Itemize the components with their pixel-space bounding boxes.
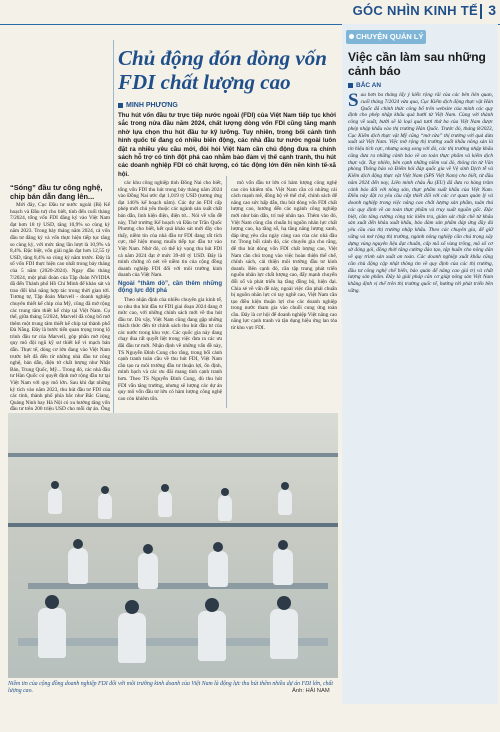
article-column-3 bbox=[231, 180, 337, 410]
tag-dot-icon bbox=[349, 34, 354, 39]
photo-worker bbox=[138, 553, 158, 589]
photo-worker-head bbox=[101, 486, 109, 494]
byline-square-icon bbox=[348, 83, 353, 88]
photo-worker-head bbox=[213, 542, 223, 552]
sidebar-byline bbox=[348, 82, 381, 89]
sidebar-text: au hơn ba tháng lấy ý kiến rộng rãi của các bên liên quan, cuối tháng 7/2024 vừa qua, Cục Kiểm dịch động thực vật Hàn Quốc đã chính thức công bố trên website của mình các quy định cho phép nhập khẩu quả bưởi từ Việt Nam. Cùng với thành công về xuất, bưởi sẽ là loại quả tươi thứ ba của Việt Nam được phép nhập khẩu vào thị trường Hàn Quốc. Trước đó, tháng 8/2023, Cục Kiểm dịch thực vật Mỹ cũng “mở cửa” thị trường với quả dừa xuất xứ Việt Nam. Việc mở rộng thị trường xuất khẩu nông sản là tín hiệu tích cực, nhưng song song với đó, các thị trường nhập khẩu cũng đưa ra những cảnh báo về an toàn thực phẩm và kiểm dịch thực vật. Tuy nhiên, bên cạnh những niềm vui đó, thông tin từ Văn phòng Thông báo và Điểm hỏi đáp quốc gia về Vệ sinh Dịch tễ và Kiểm dịch động thực vật Việt Nam (SPS Việt Nam) cho biết, từ đầu năm 2024 đến nay, Liên minh châu Âu (EU) đã đưa ra hàng trăm cảnh báo đối với nông sản, thực phẩm xuất khẩu của Việt Nam. Điều này đặt ra yêu cầu cấp thiết đối với các cơ quan quản lý và doanh nghiệp trong việc nâng cao chất lượng sản phẩm, tuân thủ các quy định về an toàn thực phẩm và truy xuất nguồn gốc. Đặc biệt, cần tăng cường công tác kiểm tra, giám sát chặt chẽ từ khâu sản xuất đến khâu xuất khẩu, bảo đảm sản phẩm đáp ứng đầy đủ yêu cầu của thị trường nhập khẩu. Theo các chuyên gia, để giữ vững và mở rộng thị trường, ngành nông nghiệp cần chú trọng xây dựng vùng nguyên liệu đạt chuẩn, cấp mã số vùng trồng, mã số cơ sở đóng gói, đồng thời tăng cường đào tạo, tập huấn cho nông dân về quy trình sản xuất an toàn. Các doanh nghiệp xuất khẩu cũng cần chủ động cập nhật thông tin về quy định của các thị trường, đầu tư công nghệ chế biến, bảo quản để nâng cao giá trị và chất lượng sản phẩm. Đây là giải pháp căn cơ giúp nông sản Việt Nam khẳng định vị thế trên thị trường quốc tế, hướng tới phát triển bền vững. bbox=[348, 92, 493, 294]
photo-worker-head bbox=[125, 600, 139, 614]
column-divider bbox=[226, 176, 227, 408]
sidebar-tag bbox=[346, 30, 426, 44]
article-paragraph: Mới đây, Cục Đầu tư nước ngoài (Bộ Kế hoạch và Đầu tư) cho biết, tính đến cuối tháng 7/2024, tổng vốn FDI đăng ký vào Việt Nam đạt hơn 18 tỷ USD, tăng 10,9% so cùng kỳ năm 2023. Trong bảy tháng năm 2024, cả vốn đầu tư đăng ký và vốn thực hiện tiếp tục tăng so cùng kỳ, với mức tăng lần lượt là 10,9% và 8,4%. Đặc biệt, vốn giải ngân đạt hơn 12,55 tỷ USD, tăng 8,4% so cùng kỳ năm trước. Đây là số vốn FDI thực hiện cao nhất trong bảy tháng của 5 năm (2020-2024). Ngay đầu tháng 7/2024, một phái đoàn của Tập đoàn NVIDIA đã đến Thành phố Hồ Chí Minh để khảo sát và trao đổi khả năng hợp tác trong thời gian tới. Tương tự, Tập đoàn Marvell - doanh nghiệp chuyên thiết kế chip của Mỹ, cũng đã mở rộng các trung tâm thiết kế chip tại Việt Nam. Cụ thể, giữa tháng 5/2024, Marvell đã công bố mở thêm một trung tâm thiết kế chip tại thành phố Đà Nẵng. Đây là bước tiến quan trọng trong lộ trình đầu tư của Marvell, góp phần mở rộng quy mô đội ngũ kỹ sư thiết kế vi mạch bán dẫn. Thực tế, dòng cơ lớn đang vào Việt Nam trước hết đã đến từ những nhà đầu tư công nghệ, bán dẫn, điện tử chất lượng như Nhật Bản, Trung Quốc, Mỹ... Trong đó, các nhà đầu tư Hàn Quốc có quyết định mở rộng đầu tư tại Việt Nam với quy mô lớn. Sau khi đạt những kỳ tích vào năm 2023, thu hút đầu tư FDI của các tỉnh, thành phố phía bắc như Bắc Giang, Quảng Ninh hay Hà Nội có xu hướng tăng vốn đầu tư trên 200 triệu USD cho mỗi dự án. Ông bbox=[10, 202, 110, 413]
photo-worker bbox=[158, 491, 172, 517]
sidebar-tag-label: CHUYỆN QUẢN LÝ bbox=[356, 32, 424, 41]
byline-square-icon bbox=[118, 103, 123, 108]
sidebar-body bbox=[348, 92, 493, 692]
photo-caption: Niềm tin của cộng đồng doanh nghiệp FDI đối với môi trường kinh doanh của Việt Nam là động lực thu hút thêm nhiều dự án FDI lớn, chất lượng cao. bbox=[8, 681, 334, 695]
photo-worker bbox=[48, 488, 62, 514]
article-paragraph: Theo nhận định của nhiều chuyên gia kinh tế, so nhu thu hút đầu tư FDI giai đoạn 2024 đang ở mức cao, với những chính sách mới về thu hút đầu tư. Dù vậy, Việt Nam cũng đang gặp những thách thức đến từ chính sách thu hút đầu tư của các nước trong khu vực. Các quốc gia này đang chạy đua rất quyết liệt trong việc đưa ra các ưu đãi đầu tư mới. Nhận định về những vấn đề này, TS Nguyễn Đình Cung cho rằng, trong bối cảnh cạnh tranh toàn cầu về thu hút FDI, Việt Nam cần tạo ra môi trường đầu tư thuận lợi, ổn định, minh bạch và các ưu đãi mang tính cạnh tranh hơn. Theo TS Nguyễn Đình Cung, dù thu hút FDI vẫn tăng trưởng, nhưng sẽ lượng các dự án quy mô vốn đầu tư lớn có hàm lượng công nghệ cao còn khiêm tốn. bbox=[118, 296, 222, 402]
article-lead: Thu hút vốn đầu tư trực tiếp nước ngoài (FDI) của Việt Nam tiếp tục khởi sắc trong nửa đầu năm 2024, chất lượng dòng vốn FDI cũng tăng mạnh nhờ lựa chọn thu hút đầu tư kỹ lưỡng. Tuy nhiên, trong bối cảnh tình hình quốc tế đang có nhiều biến động, các nhà đầu tư nước ngoài luôn đặt ra nhiều yêu cầu mới, đòi hỏi Việt Nam cần chủ động đưa ra chính sách hỗ trợ có tính đột phá cao nhằm bảo đảm vị thế cạnh tranh, thu hút các doanh nghiệp FDI có chất lượng, có tác động lớn đến nền kinh tế-xã hội. bbox=[118, 112, 336, 178]
page-header bbox=[0, 0, 500, 25]
article-paragraph: các khu công nghiệp tỉnh Đồng Nai cho biết, tổng vốn FDI thu hút trong bảy tháng năm 2024 vào Đồng Nai ước đạt 1,019 tỷ USD (tương ứng đạt 146% kế hoạch năm). Các dự án FDI cấp phép mới chủ yếu thuộc các ngành sản xuất chất bán dẫn, linh kiện điện, điện tử... Nói về vấn đề này, Thứ trưởng Kế hoạch và Đầu tư Trần Quốc Phương cho biết, kết quả khảo sát mới đây cho thấy, niềm tin của nhà đầu tư FDI đang rất tích cực, thể hiện mong muốn tiếp tục đầu tư vào Việt Nam. Nhờ đó, có thể kỳ vọng thu hút FDI cả năm 2024 đạt ở mức 39-40 tỷ USD. Đây là minh chứng rõ nét về niềm tin của cộng đồng doanh nghiệp FDI đối với môi trường kinh doanh của Việt Nam. bbox=[118, 180, 222, 279]
article-byline bbox=[118, 102, 178, 109]
photo-shelf bbox=[8, 453, 338, 457]
photo-worker-head bbox=[51, 481, 59, 489]
photo-worker-head bbox=[278, 540, 288, 550]
article-subhead: “Sóng” đầu tư công nghệ, chip bán dẫn đang lên... bbox=[10, 183, 103, 201]
section-title: GÓC NHÌN KINH TẾ bbox=[352, 3, 478, 18]
photo-credit: Ảnh: HẢI NAM bbox=[292, 688, 330, 694]
photo-worker-head bbox=[281, 482, 289, 490]
photo-worker bbox=[208, 551, 228, 587]
page-number: 3 bbox=[488, 2, 496, 18]
photo-worker bbox=[38, 608, 66, 658]
photo-worker bbox=[198, 611, 226, 661]
sidebar-author: BẮC AN bbox=[356, 82, 382, 89]
photo-worker-head bbox=[205, 598, 219, 612]
header-divider bbox=[480, 4, 482, 19]
byline-author: MINH PHƯƠNG bbox=[126, 102, 178, 109]
article-paragraph: mô vốn đầu tư lớn có hàm lượng công nghệ cao còn khiêm tốn. Việt Nam cần có những cải cách mạnh mẽ, đồng bộ về thể chế, chính sách để nâng cao sức hấp dẫn, thu hút dòng vốn FDI chất lượng cao, hướng đến các ngành công nghiệp mới như bán dẫn, trí tuệ nhân tạo. Thêm vào đó, Việt Nam cũng cần chuẩn bị nguồn nhân lực chất lượng cao, hạ tầng số, hạ tầng năng lượng xanh, đáp ứng yêu cầu ngày càng cao của các nhà đầu tư. Trong bối cảnh đó, các chuyên gia cho rằng, để thu hút dòng vốn FDI chất lượng cao, Việt Nam cần chú trọng vào việc hoàn thiện thể chế, chính sách, cải thiện môi trường đầu tư kinh doanh. Bên cạnh đó, cần tập trung phát triển nguồn nhân lực chất lượng cao, đẩy mạnh chuyển đổi số và phát triển hạ tầng đồng bộ, hiện đại. Chia sẻ về vấn đề này, ngoài việc cần phải chuẩn bị nguồn nhân lực có tay nghề cao, Việt Nam cần tạo điều kiện thuận lợi cho các doanh nghiệp trong nước tham gia vào chuỗi cung ứng toàn cầu. Đây là cơ hội để doanh nghiệp Việt nâng cao năng lực cạnh tranh và tận dụng hiệu ứng lan tỏa từ khu vực FDI. bbox=[231, 180, 337, 332]
factory-photo bbox=[8, 413, 338, 678]
photo-worker bbox=[278, 489, 292, 515]
photo-shelf bbox=[8, 523, 338, 527]
photo-worker-head bbox=[161, 484, 169, 492]
article-title: Chủ động đón dòng vốn FDI chất lượng cao bbox=[118, 46, 327, 94]
photo-worker bbox=[98, 493, 112, 519]
article-subhead-2: Ngoài “thâm dò”, cần thêm những động lực đột phá bbox=[118, 280, 222, 295]
article-column-1 bbox=[10, 202, 110, 413]
photo-worker bbox=[118, 613, 146, 663]
photo-worker bbox=[270, 609, 298, 659]
photo-worker bbox=[68, 548, 88, 584]
dropcap: S bbox=[348, 90, 359, 111]
photo-worker-head bbox=[143, 544, 153, 554]
photo-worker bbox=[273, 549, 293, 585]
photo-worker-head bbox=[45, 595, 59, 609]
photo-worker bbox=[218, 495, 232, 521]
photo-worker-head bbox=[277, 596, 291, 610]
sidebar-paragraph bbox=[348, 92, 493, 295]
article-column-2 bbox=[118, 180, 222, 410]
photo-worker-head bbox=[221, 488, 229, 496]
sidebar-title: Việc cần làm sau những cảnh báo bbox=[348, 50, 486, 78]
photo-worker-head bbox=[73, 539, 83, 549]
